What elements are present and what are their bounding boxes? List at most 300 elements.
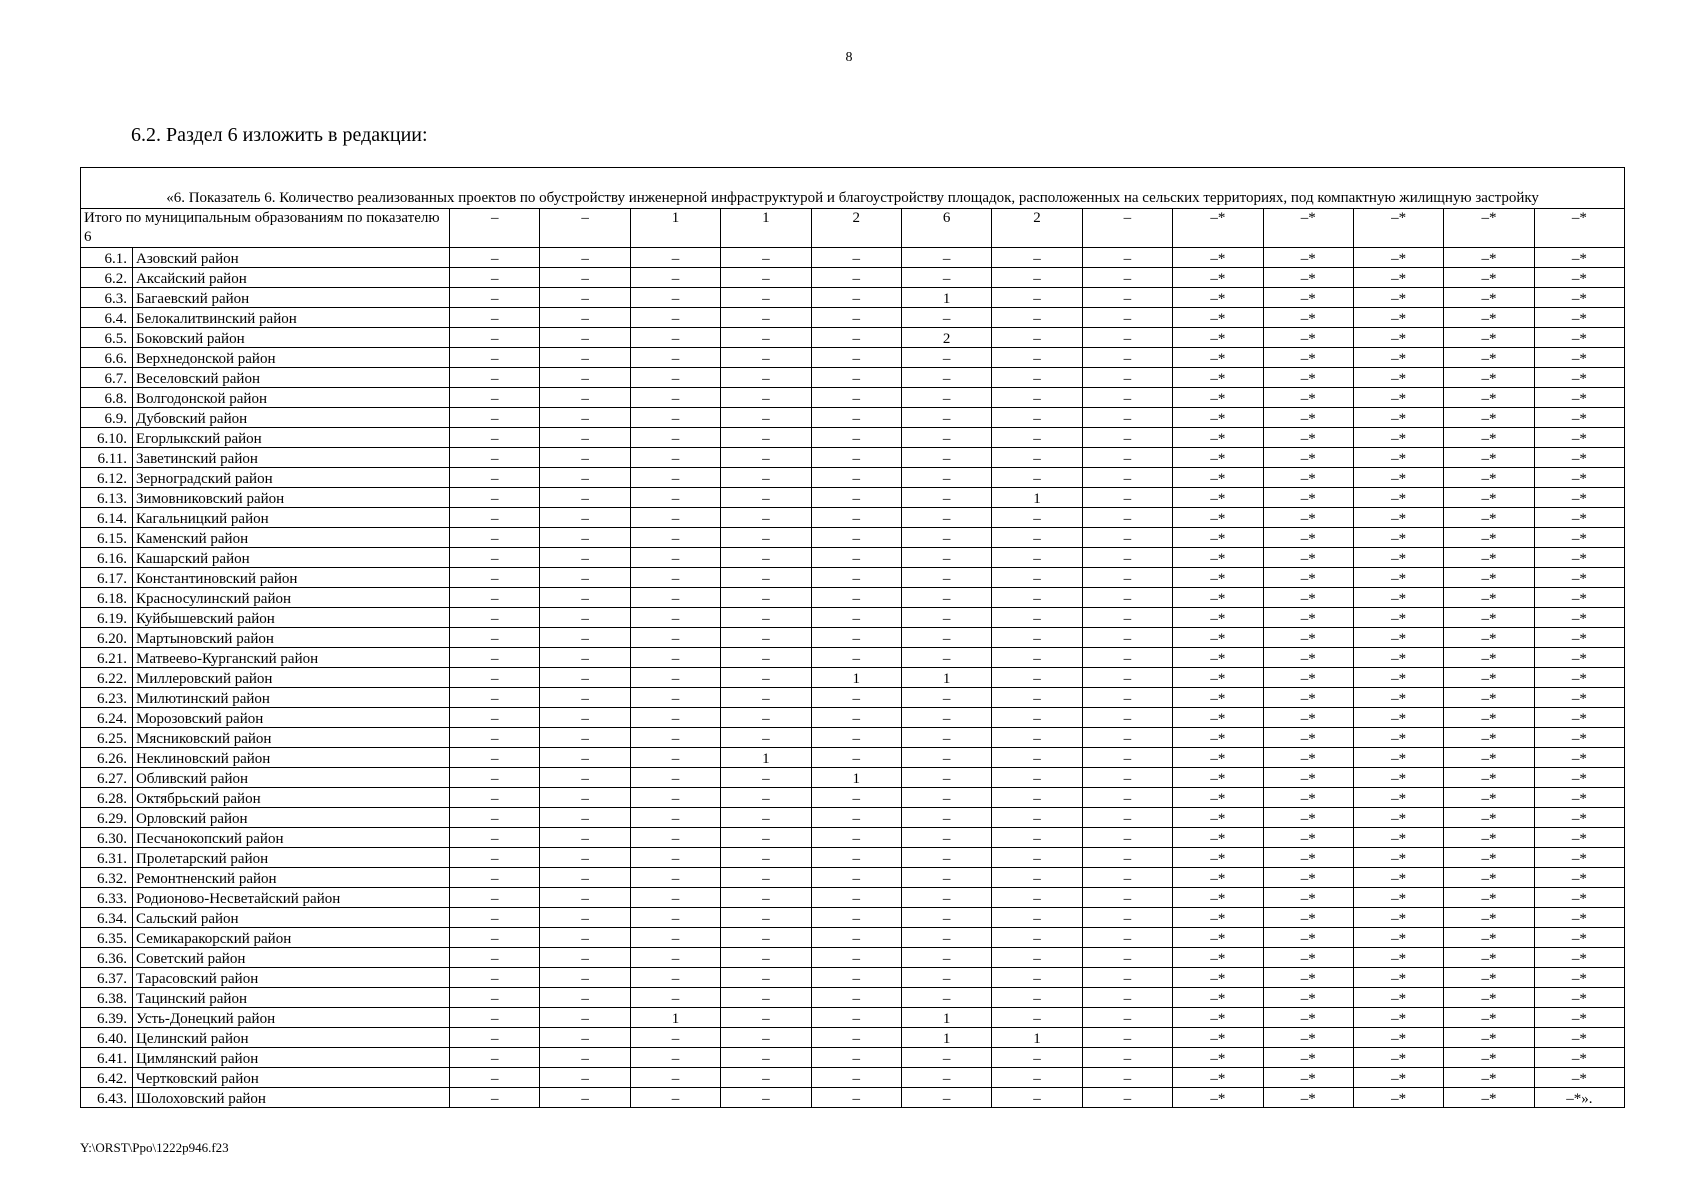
value-cell: –	[450, 948, 540, 968]
table-row	[81, 688, 1625, 708]
district-name-cell: Целинский район	[133, 1028, 450, 1048]
value-cell: –	[1082, 688, 1172, 708]
district-name-cell: Родионово-Несветайский район	[133, 888, 450, 908]
value-cell: –	[630, 388, 720, 408]
value-cell: –	[901, 568, 991, 588]
value-cell: –*	[1353, 648, 1443, 668]
value-cell: –	[1082, 628, 1172, 648]
value-cell: –*	[1353, 348, 1443, 368]
value-cell: –	[540, 828, 630, 848]
value-cell: –	[450, 888, 540, 908]
value-cell: –	[630, 868, 720, 888]
value-cell: –*	[1173, 988, 1263, 1008]
district-name-cell: Кашарский район	[133, 548, 450, 568]
value-cell: –*	[1444, 988, 1534, 1008]
district-name-cell: Пролетарский район	[133, 848, 450, 868]
value-cell: –	[630, 468, 720, 488]
value-cell: –	[1082, 288, 1172, 308]
value-cell: –	[630, 348, 720, 368]
value-cell: –*	[1444, 888, 1534, 908]
value-cell: –*	[1444, 348, 1534, 368]
district-name-cell: Заветинский район	[133, 448, 450, 468]
value-cell: –	[811, 808, 901, 828]
district-name-cell: Багаевский район	[133, 288, 450, 308]
value-cell: –*	[1353, 948, 1443, 968]
table-row	[81, 628, 1625, 648]
row-number-cell: 6.40.	[81, 1028, 133, 1048]
value-cell: –	[901, 488, 991, 508]
value-cell: –	[630, 888, 720, 908]
row-number-cell: 6.33.	[81, 888, 133, 908]
value-cell: –*	[1263, 488, 1353, 508]
row-number-cell: 6.9.	[81, 408, 133, 428]
value-cell: –*	[1444, 1088, 1534, 1108]
value-cell: –	[721, 928, 811, 948]
value-cell: –	[992, 968, 1082, 988]
value-cell: –	[992, 268, 1082, 288]
table-row	[81, 928, 1625, 948]
row-number-cell: 6.17.	[81, 568, 133, 588]
value-cell: –	[721, 368, 811, 388]
value-cell: –	[630, 628, 720, 648]
value-cell: –	[992, 368, 1082, 388]
value-cell: –	[630, 948, 720, 968]
value-cell: –*	[1173, 848, 1263, 868]
table-row	[81, 308, 1625, 328]
value-cell: –	[992, 848, 1082, 868]
value-cell: –	[811, 308, 901, 328]
table-row	[81, 368, 1625, 388]
value-cell: –	[450, 808, 540, 828]
value-cell: –	[1082, 588, 1172, 608]
value-cell: –*	[1444, 848, 1534, 868]
value-cell: –	[540, 268, 630, 288]
value-cell: –*».	[1534, 1088, 1624, 1108]
value-cell: –	[901, 868, 991, 888]
value-cell: –	[901, 1048, 991, 1068]
table-row	[81, 588, 1625, 608]
row-number-cell: 6.27.	[81, 768, 133, 788]
value-cell: –	[540, 468, 630, 488]
value-cell: –*	[1353, 548, 1443, 568]
value-cell: –*	[1263, 968, 1353, 988]
value-cell: –*	[1263, 268, 1353, 288]
total-value-cell: –*	[1173, 209, 1263, 248]
value-cell: –*	[1444, 608, 1534, 628]
value-cell: –	[540, 428, 630, 448]
value-cell: –	[992, 928, 1082, 948]
value-cell: –	[540, 388, 630, 408]
value-cell: –*	[1173, 1068, 1263, 1088]
value-cell: –*	[1353, 1088, 1443, 1108]
value-cell: –*	[1444, 508, 1534, 528]
value-cell: –*	[1173, 908, 1263, 928]
table-row	[81, 728, 1625, 748]
value-cell: –	[1082, 328, 1172, 348]
value-cell: –*	[1263, 588, 1353, 608]
value-cell: –	[811, 868, 901, 888]
value-cell: –*	[1263, 688, 1353, 708]
value-cell: –	[811, 608, 901, 628]
value-cell: –*	[1353, 608, 1443, 628]
value-cell: –	[721, 1068, 811, 1088]
district-name-cell: Зимовниковский район	[133, 488, 450, 508]
value-cell: –	[992, 728, 1082, 748]
value-cell: –	[901, 888, 991, 908]
value-cell: –	[630, 1068, 720, 1088]
table-row	[81, 908, 1625, 928]
value-cell: –	[540, 348, 630, 368]
value-cell: 1	[811, 768, 901, 788]
value-cell: –	[992, 908, 1082, 928]
value-cell: –*	[1353, 328, 1443, 348]
value-cell: –*	[1173, 548, 1263, 568]
value-cell: –*	[1353, 708, 1443, 728]
table-row	[81, 948, 1625, 968]
row-number-cell: 6.26.	[81, 748, 133, 768]
value-cell: –	[901, 648, 991, 668]
value-cell: –	[721, 328, 811, 348]
value-cell: –	[1082, 728, 1172, 748]
value-cell: –	[901, 828, 991, 848]
table-row	[81, 828, 1625, 848]
value-cell: –*	[1263, 948, 1353, 968]
row-number-cell: 6.1.	[81, 248, 133, 268]
value-cell: –*	[1173, 688, 1263, 708]
value-cell: –	[1082, 788, 1172, 808]
value-cell: –	[540, 848, 630, 868]
value-cell: –	[450, 468, 540, 488]
value-cell: –	[450, 548, 540, 568]
value-cell: –	[901, 688, 991, 708]
value-cell: –	[450, 708, 540, 728]
value-cell: –	[1082, 548, 1172, 568]
value-cell: –*	[1353, 688, 1443, 708]
value-cell: –*	[1534, 928, 1624, 948]
value-cell: –	[811, 1088, 901, 1108]
value-cell: –*	[1534, 648, 1624, 668]
value-cell: –	[1082, 888, 1172, 908]
value-cell: –*	[1534, 488, 1624, 508]
value-cell: –	[721, 528, 811, 548]
district-name-cell: Тацинский район	[133, 988, 450, 1008]
value-cell: –*	[1534, 468, 1624, 488]
value-cell: –*	[1353, 588, 1443, 608]
row-number-cell: 6.36.	[81, 948, 133, 968]
value-cell: –	[721, 788, 811, 808]
value-cell: –*	[1173, 468, 1263, 488]
value-cell: –*	[1353, 528, 1443, 548]
value-cell: –	[721, 808, 811, 828]
value-cell: –	[630, 708, 720, 728]
value-cell: –	[811, 468, 901, 488]
value-cell: –	[630, 288, 720, 308]
value-cell: –	[1082, 808, 1172, 828]
value-cell: –*	[1173, 888, 1263, 908]
district-name-cell: Кагальницкий район	[133, 508, 450, 528]
value-cell: –*	[1173, 868, 1263, 888]
table-row	[81, 888, 1625, 908]
value-cell: –	[721, 548, 811, 568]
value-cell: –*	[1173, 428, 1263, 448]
value-cell: –	[630, 408, 720, 428]
value-cell: –*	[1173, 328, 1263, 348]
value-cell: –*	[1534, 508, 1624, 528]
value-cell: –*	[1534, 888, 1624, 908]
value-cell: –	[450, 1008, 540, 1028]
value-cell: –	[450, 368, 540, 388]
value-cell: –	[1082, 368, 1172, 388]
row-number-cell: 6.13.	[81, 488, 133, 508]
value-cell: –	[811, 728, 901, 748]
value-cell: –	[811, 588, 901, 608]
value-cell: –	[992, 688, 1082, 708]
value-cell: –	[811, 1008, 901, 1028]
value-cell: –	[811, 908, 901, 928]
value-cell: –	[901, 508, 991, 528]
value-cell: –*	[1263, 608, 1353, 628]
value-cell: –	[992, 1088, 1082, 1108]
value-cell: 1	[630, 1008, 720, 1028]
value-cell: –	[450, 608, 540, 628]
district-name-cell: Орловский район	[133, 808, 450, 828]
value-cell: –	[630, 748, 720, 768]
value-cell: –*	[1263, 888, 1353, 908]
value-cell: –	[1082, 468, 1172, 488]
value-cell: –*	[1173, 948, 1263, 968]
value-cell: –*	[1173, 788, 1263, 808]
total-value-cell: –	[450, 209, 540, 248]
value-cell: –*	[1173, 408, 1263, 428]
value-cell: –*	[1444, 248, 1534, 268]
value-cell: –	[721, 508, 811, 528]
value-cell: –*	[1444, 528, 1534, 548]
value-cell: –*	[1263, 508, 1353, 528]
value-cell: –	[450, 728, 540, 748]
value-cell: –	[1082, 248, 1172, 268]
value-cell: –	[811, 428, 901, 448]
value-cell: –	[901, 628, 991, 648]
value-cell: –*	[1263, 348, 1353, 368]
value-cell: –	[630, 608, 720, 628]
district-name-cell: Тарасовский район	[133, 968, 450, 988]
value-cell: –	[992, 1048, 1082, 1068]
table-header-line-2: и благоустройству площадок, расположенных на сельских территориях, под компактную жилищную застройку	[826, 190, 1539, 206]
value-cell: –	[811, 848, 901, 868]
value-cell: –*	[1263, 248, 1353, 268]
value-cell: –*	[1173, 268, 1263, 288]
value-cell: 1	[901, 668, 991, 688]
total-row-label: Итого по муниципальным образованиям по показателю 6	[81, 209, 450, 248]
value-cell: –	[450, 408, 540, 428]
value-cell: –*	[1353, 268, 1443, 288]
value-cell: –	[450, 868, 540, 888]
district-name-cell: Егорлыкский район	[133, 428, 450, 448]
value-cell: –	[540, 868, 630, 888]
value-cell: –	[1082, 348, 1172, 368]
value-cell: –	[811, 348, 901, 368]
value-cell: –	[630, 768, 720, 788]
file-path-footer: Y:\ORST\Ppo\1222p946.f23	[80, 1140, 229, 1155]
value-cell: –	[1082, 748, 1172, 768]
value-cell: –*	[1534, 588, 1624, 608]
value-cell: –	[1082, 508, 1172, 528]
value-cell: –*	[1444, 668, 1534, 688]
value-cell: –	[1082, 1028, 1172, 1048]
table-header	[81, 168, 1625, 209]
value-cell: –	[630, 908, 720, 928]
value-cell: –	[901, 768, 991, 788]
table-row	[81, 268, 1625, 288]
value-cell: –*	[1173, 928, 1263, 948]
value-cell: –	[901, 968, 991, 988]
value-cell: –*	[1444, 388, 1534, 408]
table-row	[81, 788, 1625, 808]
table-row	[81, 868, 1625, 888]
value-cell: –	[450, 348, 540, 368]
value-cell: –*	[1173, 588, 1263, 608]
value-cell: –	[630, 568, 720, 588]
value-cell: –	[540, 1068, 630, 1088]
table-row	[81, 468, 1625, 488]
value-cell: –	[630, 548, 720, 568]
value-cell: –	[721, 268, 811, 288]
value-cell: –	[992, 828, 1082, 848]
value-cell: –	[901, 588, 991, 608]
value-cell: –*	[1173, 828, 1263, 848]
value-cell: –	[1082, 568, 1172, 588]
district-name-cell: Матвеево-Курганский район	[133, 648, 450, 668]
value-cell: –*	[1444, 968, 1534, 988]
value-cell: –*	[1263, 668, 1353, 688]
value-cell: –*	[1263, 908, 1353, 928]
value-cell: –	[540, 708, 630, 728]
value-cell: –	[721, 388, 811, 408]
table-row	[81, 648, 1625, 668]
district-name-cell: Волгодонской район	[133, 388, 450, 408]
value-cell: –	[540, 988, 630, 1008]
value-cell: –*	[1173, 368, 1263, 388]
value-cell: –*	[1263, 828, 1353, 848]
value-cell: –	[992, 988, 1082, 1008]
total-value-cell: –	[540, 209, 630, 248]
row-number-cell: 6.10.	[81, 428, 133, 448]
value-cell: –*	[1173, 528, 1263, 548]
value-cell: –	[721, 288, 811, 308]
value-cell: –*	[1353, 368, 1443, 388]
row-number-cell: 6.20.	[81, 628, 133, 648]
value-cell: –	[992, 588, 1082, 608]
value-cell: –	[450, 1088, 540, 1108]
value-cell: –*	[1263, 768, 1353, 788]
table-row	[81, 1088, 1625, 1108]
value-cell: –*	[1444, 408, 1534, 428]
value-cell: –*	[1534, 908, 1624, 928]
value-cell: –	[721, 728, 811, 748]
value-cell: –*	[1444, 588, 1534, 608]
value-cell: –*	[1263, 388, 1353, 408]
value-cell: –*	[1444, 688, 1534, 708]
value-cell: –	[540, 928, 630, 948]
value-cell: 1	[721, 748, 811, 768]
value-cell: –	[450, 628, 540, 648]
total-row	[81, 209, 1625, 248]
value-cell: –*	[1534, 788, 1624, 808]
value-cell: –	[1082, 668, 1172, 688]
value-cell: –*	[1173, 1028, 1263, 1048]
value-cell: –	[540, 308, 630, 328]
table-row	[81, 608, 1625, 628]
value-cell: –	[901, 1068, 991, 1088]
value-cell: –	[1082, 428, 1172, 448]
value-cell: –	[992, 648, 1082, 668]
value-cell: –*	[1534, 688, 1624, 708]
value-cell: –	[811, 948, 901, 968]
value-cell: –*	[1263, 928, 1353, 948]
value-cell: –*	[1534, 448, 1624, 468]
value-cell: –*	[1444, 908, 1534, 928]
row-number-cell: 6.41.	[81, 1048, 133, 1068]
value-cell: –	[901, 848, 991, 868]
value-cell: –	[811, 1048, 901, 1068]
district-name-cell: Октябрьский район	[133, 788, 450, 808]
value-cell: –*	[1534, 428, 1624, 448]
value-cell: –	[901, 548, 991, 568]
value-cell: –*	[1173, 388, 1263, 408]
value-cell: –	[721, 588, 811, 608]
value-cell: –	[992, 708, 1082, 728]
value-cell: –*	[1263, 788, 1353, 808]
value-cell: –	[901, 408, 991, 428]
value-cell: –	[992, 788, 1082, 808]
value-cell: –*	[1353, 848, 1443, 868]
value-cell: –*	[1534, 968, 1624, 988]
value-cell: –*	[1263, 868, 1353, 888]
value-cell: –	[811, 968, 901, 988]
value-cell: –	[540, 668, 630, 688]
value-cell: –	[450, 488, 540, 508]
row-number-cell: 6.4.	[81, 308, 133, 328]
value-cell: –*	[1534, 608, 1624, 628]
value-cell: –	[450, 568, 540, 588]
value-cell: –	[540, 728, 630, 748]
value-cell: –*	[1173, 628, 1263, 648]
value-cell: –	[630, 368, 720, 388]
value-cell: –	[1082, 868, 1172, 888]
value-cell: –	[450, 648, 540, 668]
value-cell: –*	[1444, 328, 1534, 348]
value-cell: –*	[1173, 448, 1263, 468]
value-cell: –*	[1353, 908, 1443, 928]
row-number-cell: 6.16.	[81, 548, 133, 568]
value-cell: –*	[1534, 328, 1624, 348]
value-cell: –	[540, 768, 630, 788]
value-cell: –*	[1534, 528, 1624, 548]
value-cell: –*	[1263, 368, 1353, 388]
value-cell: –	[1082, 408, 1172, 428]
value-cell: –*	[1173, 808, 1263, 828]
value-cell: –	[811, 648, 901, 668]
table-row	[81, 508, 1625, 528]
page-number: 8	[845, 50, 853, 65]
value-cell: –	[992, 468, 1082, 488]
value-cell: –*	[1444, 628, 1534, 648]
value-cell: –	[630, 528, 720, 548]
value-cell: –	[450, 688, 540, 708]
district-name-cell: Куйбышевский район	[133, 608, 450, 628]
value-cell: –	[540, 508, 630, 528]
value-cell: –*	[1353, 408, 1443, 428]
